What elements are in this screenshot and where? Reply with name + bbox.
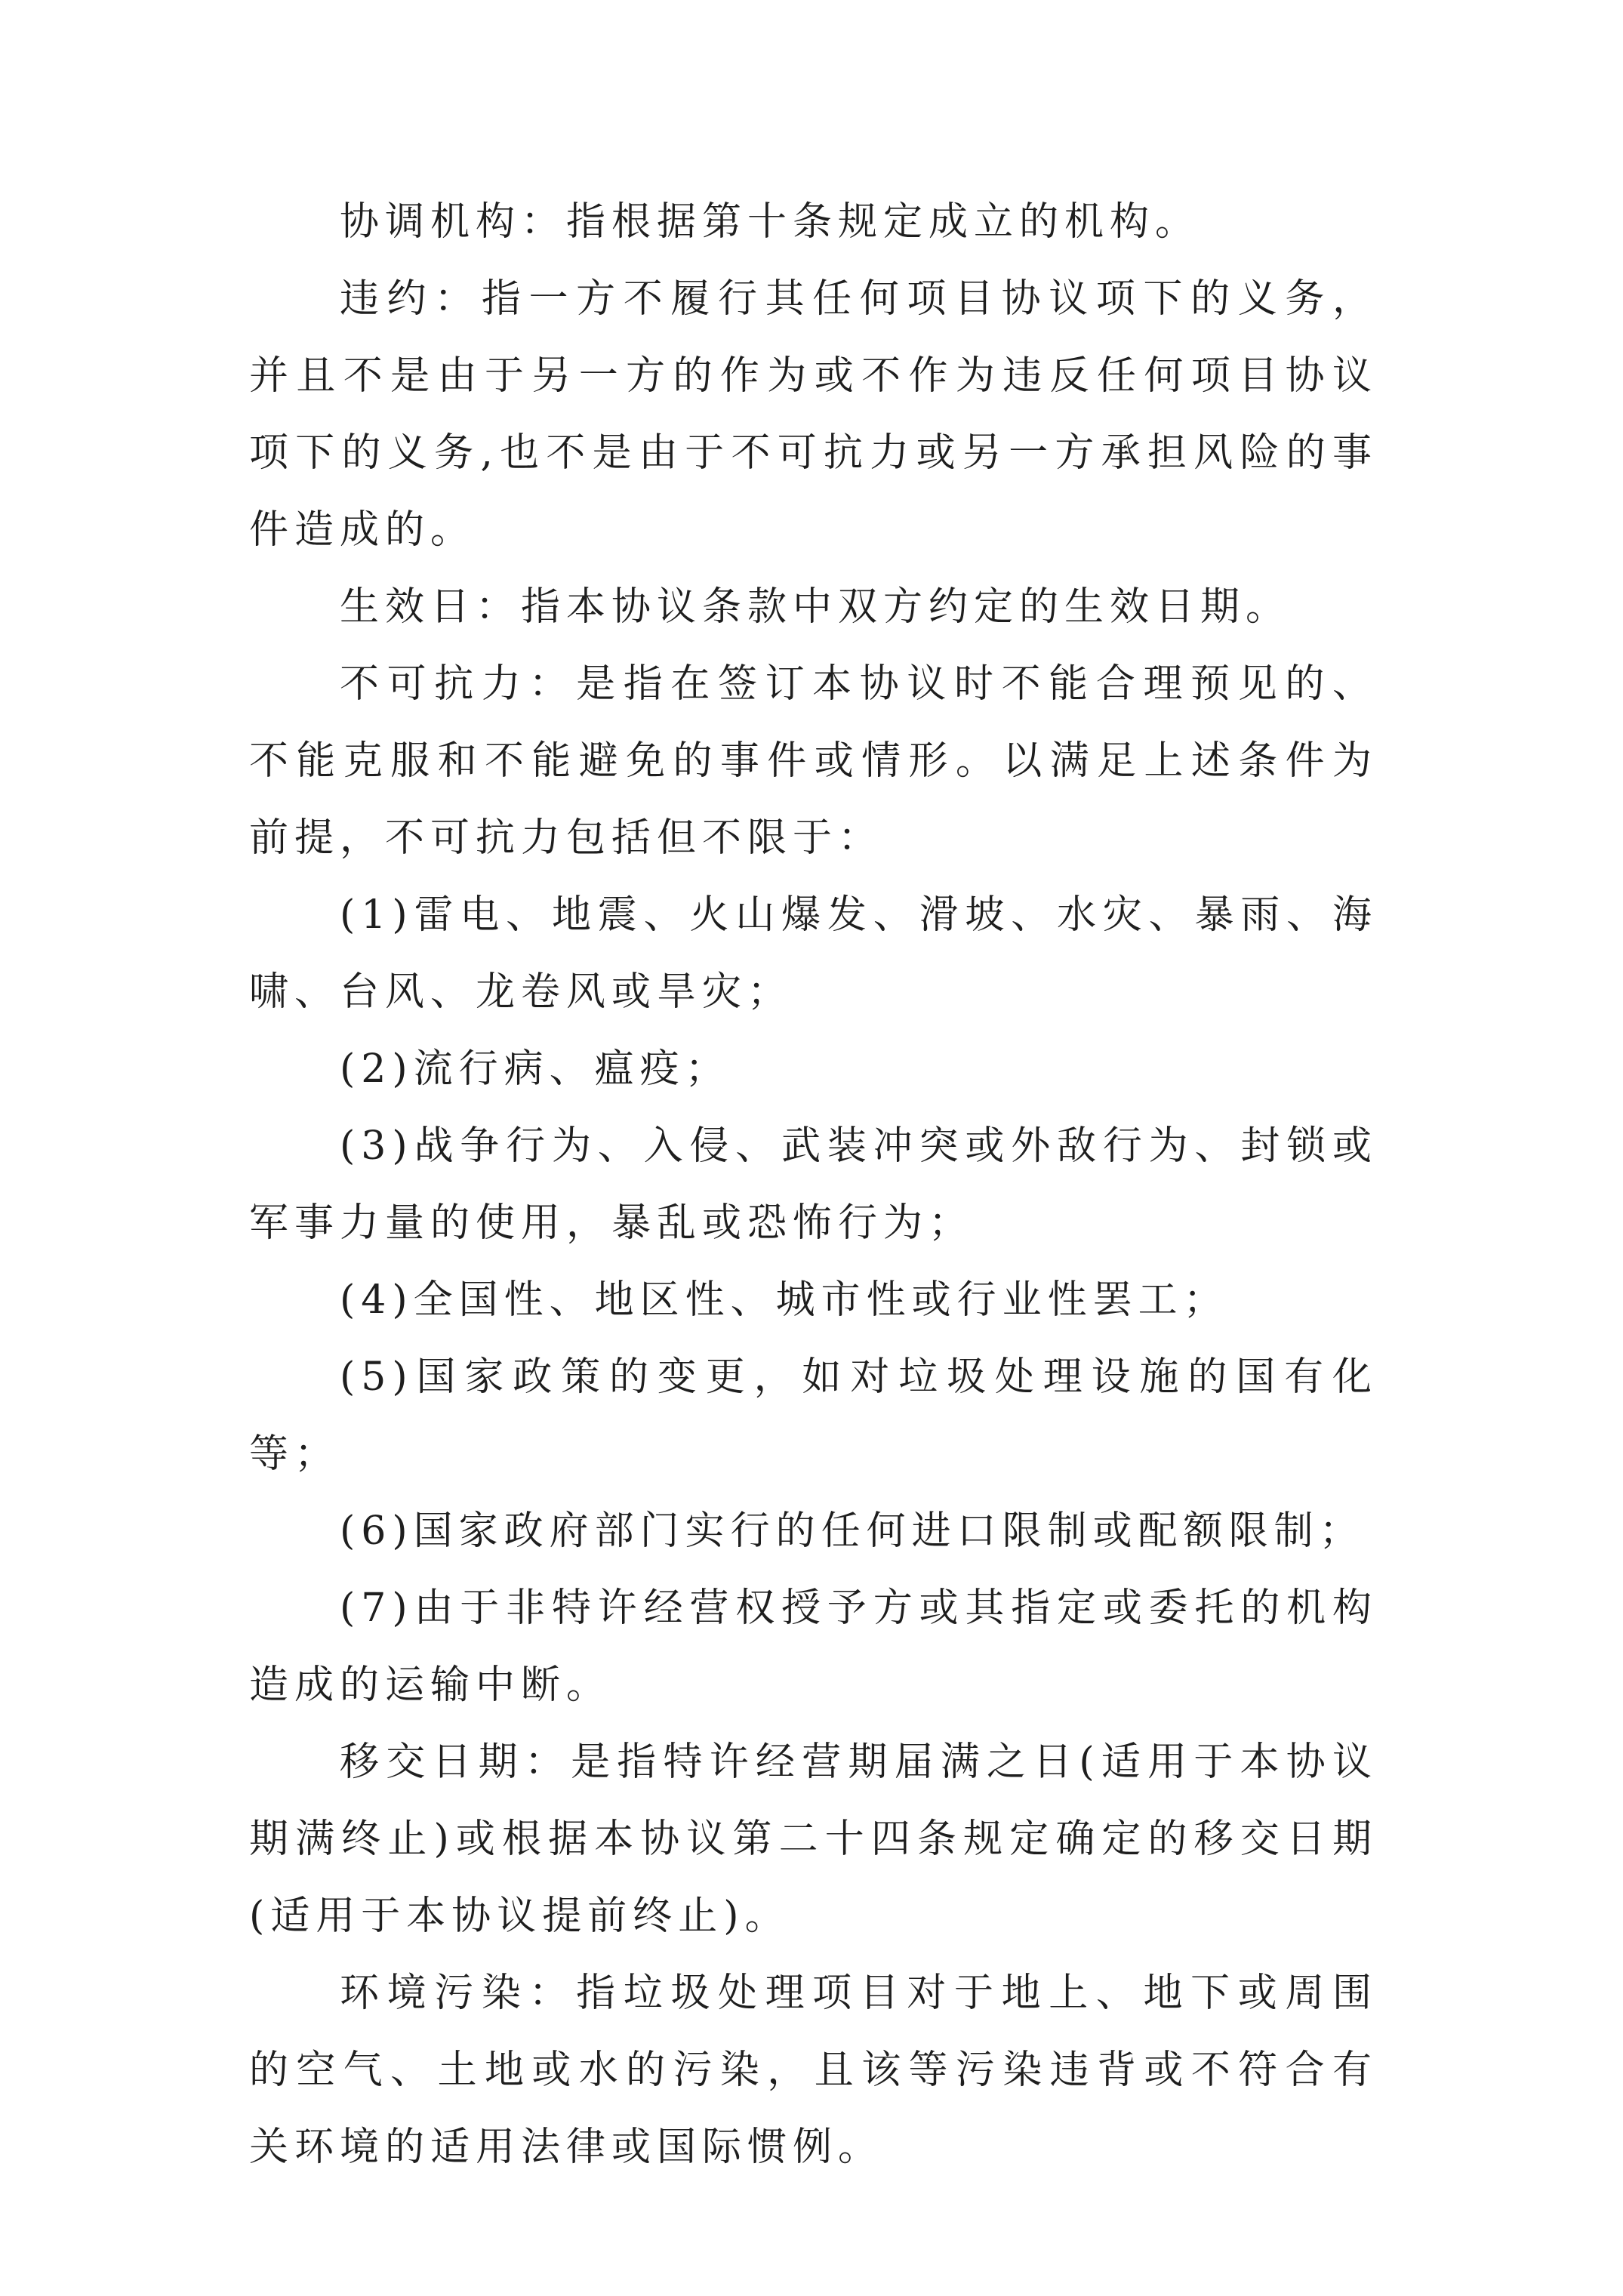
definition-transfer-date: 移交日期：是指特许经营期届满之日(适用于本协议期满终止)或根据本协议第二十四条规定确定的移交日期(适用于本协议提前终止)。 xyxy=(249,1740,1378,1939)
definition-coordination-body: 协调机构：指根据第十条规定成立的机构。 xyxy=(340,199,1201,245)
force-majeure-item-4: (4)全国性、地区性、城市性或行业性罢工； xyxy=(340,1277,1229,1323)
definition-force-majeure: 不可抗力：是指在签订本协议时不能合理预见的、不能克服和不能避免的事件或情形。以满足上述条件为前提，不可抗力包括但不限于： xyxy=(249,661,1378,861)
force-majeure-item-1: (1)雷电、地震、火山爆发、滑坡、水灾、暴雨、海啸、台风、龙卷风或旱灾； xyxy=(249,892,1378,1015)
definition-environmental-pollution: 环境污染：指垃圾处理项目对于地上、地下或周围的空气、土地或水的污染，且该等污染违背或不符合有关环境的适用法律或国际惯例。 xyxy=(249,1971,1378,2170)
definition-breach: 违约：指一方不履行其任何项目协议项下的义务，并且不是由于另一方的作为或不作为违反任何项目协议项下的义务,也不是由于不可抗力或另一方承担风险的事件造成的。 xyxy=(249,276,1378,553)
document-body xyxy=(249,183,1378,2186)
force-majeure-item-3: (3)战争行为、入侵、武装冲突或外敌行为、封锁或军事力量的使用，暴乱或恐怖行为； xyxy=(249,1123,1378,1246)
definition-effective-date: 生效日：指本协议条款中双方约定的生效日期。 xyxy=(340,584,1292,630)
force-majeure-item-5: (5)国家政策的变更，如对垃圾处理设施的国有化等； xyxy=(249,1354,1378,1477)
force-majeure-item-7: (7)由于非特许经营权授予方或其指定或委托的机构造成的运输中断。 xyxy=(249,1586,1378,1708)
force-majeure-item-2: (2)流行病、瘟疫； xyxy=(340,1046,731,1092)
force-majeure-item-6: (6)国家政府部门实行的任何进口限制或配额限制； xyxy=(340,1509,1365,1554)
